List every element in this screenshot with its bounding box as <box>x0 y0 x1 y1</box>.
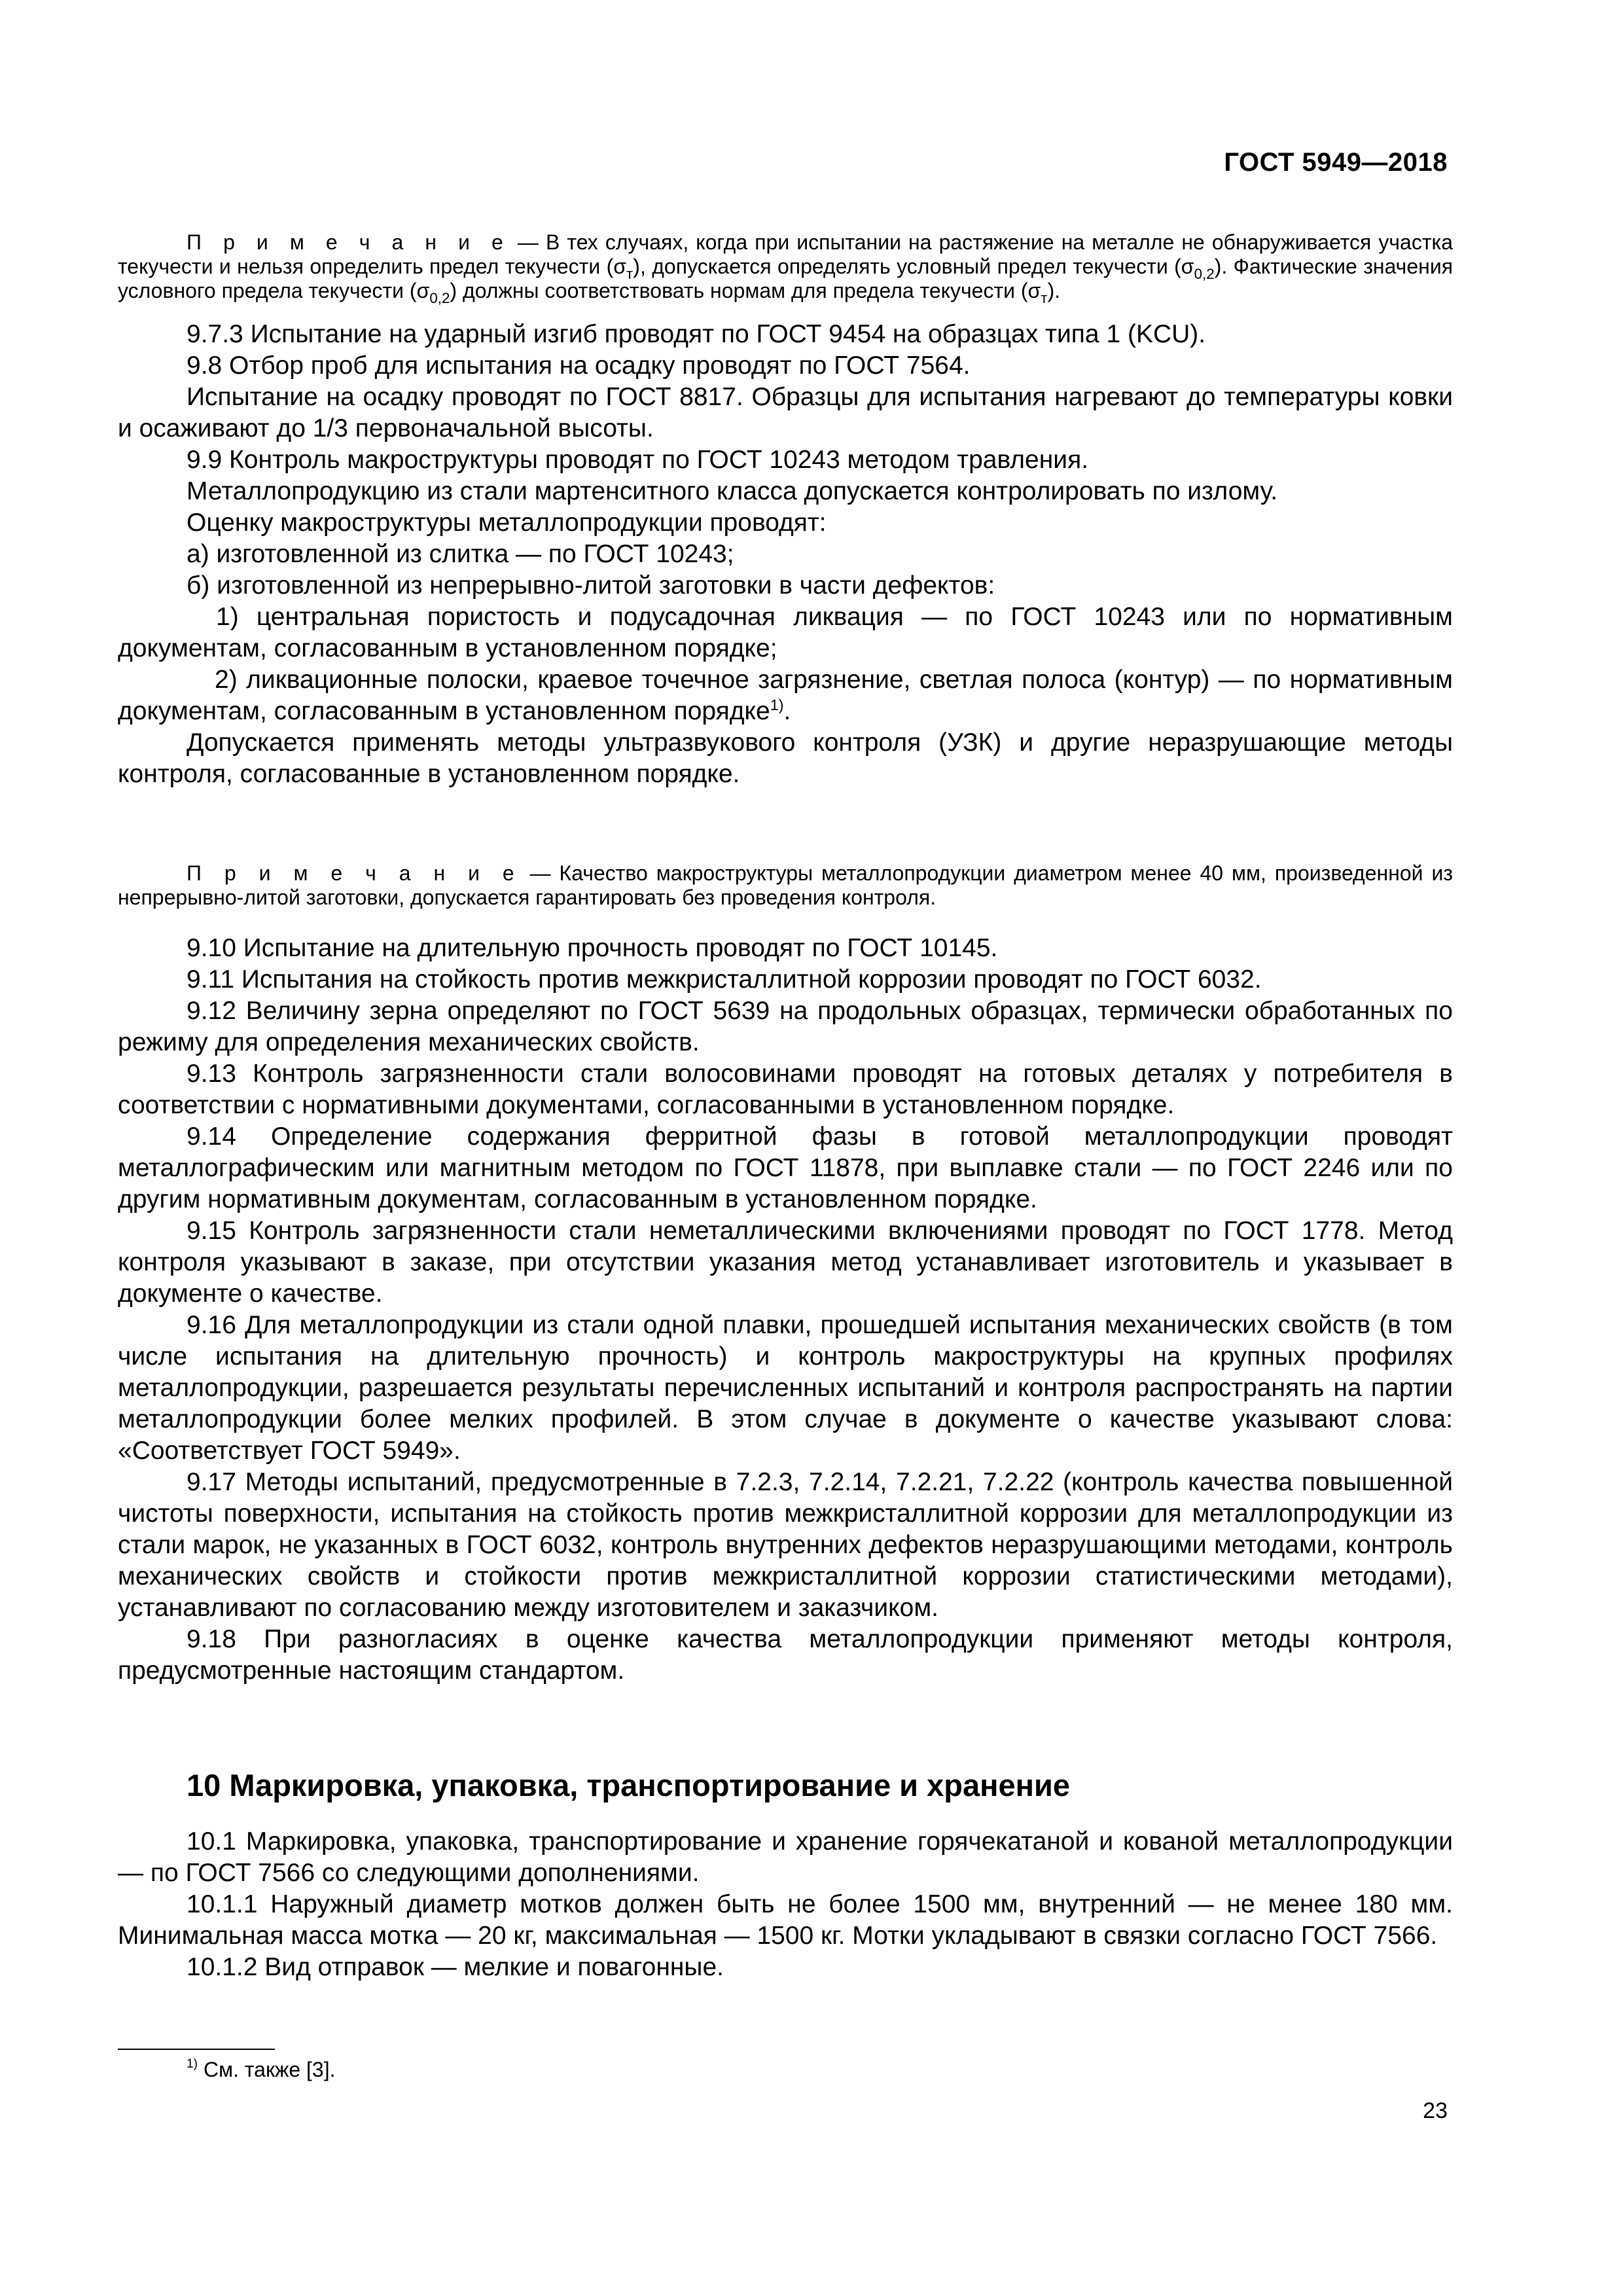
footnote: $^{1)}$ См. также [3]. <box>187 2057 336 2081</box>
footnote-separator <box>118 2049 275 2050</box>
paragraph: 9.13 Контроль загрязненности стали волосовинами проводят на готовых деталях у потребителя в соответствии с нормативными документами, согласованными в установленном порядке. <box>118 1060 1453 1119</box>
list-item: а) изготовленной из слитка — по ГОСТ 10243; <box>187 540 734 568</box>
list-item: 1) центральная пористость и подусадочная ликвация — по ГОСТ 10243 или по нормативным документам, согласованным в установленном порядке; <box>118 603 1453 662</box>
paragraph: 10.1.2 Вид отправок — мелкие и повагонные. <box>187 1953 724 1981</box>
body-block-1 <box>118 230 1453 790</box>
note-label: П р и м е ч а н и е <box>187 230 510 254</box>
paragraph: Испытание на осадку проводят по ГОСТ 8817. Образцы для испытания нагревают до температуры ковки и осаживают до 1/3 первоначальной высоты. <box>118 383 1453 442</box>
paragraph: 9.14 Определение содержания ферритной фазы в готовой металлопродукции проводят металлографическим или магнитным методом по ГОСТ 11878, при выплавке стали — по ГОСТ 2246 или по другим нормативным документам, согласованным в установленном порядке. <box>118 1122 1453 1213</box>
paragraph: 9.15 Контроль загрязненности стали неметаллическими включениями проводят по ГОСТ 1778. Метод контроля указывают в заказе, при отсутствии указания метод устанавливает изготовитель и указывает в документе о качестве. <box>118 1217 1453 1308</box>
paragraph: 9.16 Для металлопродукции из стали одной плавки, прошедшей испытания механических свойств (в том числе испытания на длительную прочность) и контроль макроструктуры на крупных профилях металлопродукции, разрешается результаты перечисленных испытаний и контроля распространять на партии металлопродукции более мелких профилей. В этом случае в документе о качестве указывают слова: «Соответствует ГОСТ 5949». <box>118 1311 1453 1465</box>
paragraph: 9.18 При разногласиях в оценке качества металлопродукции применяют методы контроля, предусмотренные настоящим стандартом. <box>118 1625 1453 1685</box>
page-number: 23 <box>1423 2098 1448 2123</box>
note-yield-strength: П р и м е ч а н и е — В тех случаях, когда при испытании на растяжение на металле не обнаруживается участка текучести и нельзя определить предел текучести $(\sigma_т)$, допускается определять условный предел текучести $(\sigma_{0,2})$. Фактические значения условного предела текучести $(\sigma_{0,2})$ должны соответствовать нормам для предела текучести $(\sigma_т)$. <box>118 230 1454 306</box>
paragraph: Металлопродукцию из стали мартенситного класса допускается контролировать по излому. <box>187 477 1278 505</box>
paragraph: 10.1 Маркировка, упаковка, транспортирование и хранение горячекатаной и кованой металлопродукции — по ГОСТ 7566 со следующими дополнениями. <box>118 1827 1453 1887</box>
document-code: ГОСТ 5949—2018 <box>1224 148 1448 177</box>
footnote-reference: 1) <box>770 696 784 713</box>
paragraph: 9.11 Испытания на стойкость против межкристаллитной коррозии проводят по ГОСТ 6032. <box>187 965 1262 994</box>
paragraph: 9.7.3 Испытание на ударный изгиб проводят по ГОСТ 9454 на образцах типа 1 (KCU). <box>187 320 1206 348</box>
body-block-4 <box>118 1826 1453 1983</box>
paragraph: 10.1.1 Наружный диаметр мотков должен быть не более 1500 мм, внутренний — не менее 180 мм. Минимальная масса мотка — 20 кг, максимальная — 1500 кг. Мотки укладывают в связки согласно ГОСТ 7566. <box>118 1890 1453 1950</box>
body-block-2 <box>118 861 1453 910</box>
paragraph: Допускается применять методы ультразвукового контроля (УЗК) и другие неразрушающие методы контроля, согласованные в установленном порядке. <box>118 728 1453 788</box>
footnote-mark: 1) <box>187 2057 198 2071</box>
body-block-3 <box>118 933 1453 1687</box>
note-macrostructure: П р и м е ч а н и е — Качество макроструктуры металлопродукции диаметром менее 40 мм, произведенной из непрерывно-литой заготовки, допускается гарантировать без проведения контроля. <box>118 861 1454 909</box>
paragraph: 9.17 Методы испытаний, предусмотренные в 7.2.3, 7.2.14, 7.2.21, 7.2.22 (контроль качества повышенной чистоты поверхности, испытания на стойкость против межкристаллитной коррозии для металлопродукции из стали марок, не указанных в ГОСТ 6032, контроль внутренних дефектов неразрушающими методами, контроль механических свойств и стойкости против межкристаллитной коррозии статистическими методами), устанавливают по согласованию между изготовителем и заказчиком. <box>118 1468 1453 1622</box>
note-label: П р и м е ч а н и е <box>187 861 522 885</box>
paragraph: Оценку макроструктуры металлопродукции проводят: <box>187 509 827 537</box>
paragraph: 9.8 Отбор проб для испытания на осадку проводят по ГОСТ 7564. <box>187 351 971 380</box>
paragraph: 9.12 Величину зерна определяют по ГОСТ 5639 на продольных образцах, термически обработанных по режиму для определения механических свойств. <box>118 997 1453 1056</box>
paragraph: 9.9 Контроль макроструктуры проводят по ГОСТ 10243 методом травления. <box>187 446 1089 474</box>
paragraph: 9.10 Испытание на длительную прочность проводят по ГОСТ 10145. <box>187 934 998 962</box>
list-item: б) изготовленной из непрерывно-литой заготовки в части дефектов: <box>187 571 995 600</box>
section-heading: 10 Маркировка, упаковка, транспортирование и хранение <box>187 1768 1071 1803</box>
list-item: 2) ликвационные полоски, краевое точечное загрязнение, светлая полоса (контур) — по нормативным документам, согласованным в установленном порядке$^{1)}$. <box>118 666 1453 725</box>
